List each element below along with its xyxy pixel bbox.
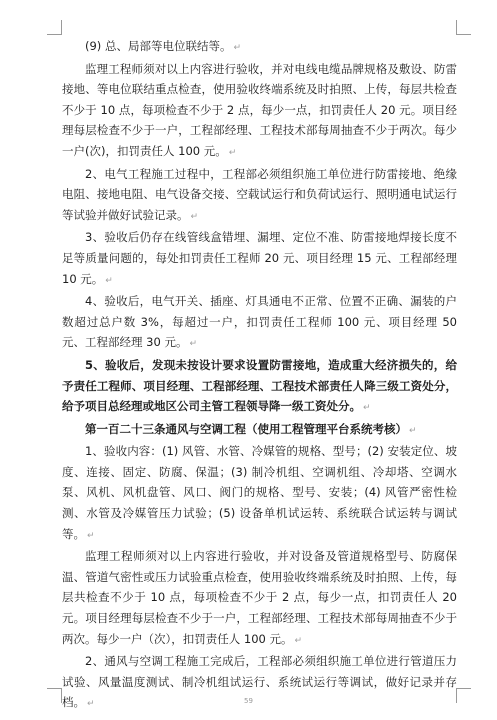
paragraph-mark-icon: ↵ <box>87 530 95 541</box>
paragraph-text: 3、验收后仍存在线管线盒错埋、漏埋、定位不准、防雷接地焊接长度不足等质量问题的，每处扣罚责任工程师 20 元、项目经理 15 元、工程部经理 10 元。 <box>62 230 457 286</box>
section-heading-text: 第一百二十三条通风与空调工程（使用工程管理平台系统考核） <box>85 421 407 436</box>
section-heading <box>62 419 457 442</box>
paragraph-text: 监理工程师须对以上内容进行验收，并对设备及管道规格型号、防腐保温、管道气密性或压力试验重点检查，使用验收终端系统及时拍照、上传，每层共检查不少于 10 点，每项检查不少于 2 点，每少一点，扣罚责任人 20 元。项目经理每层检查不少于一户，工程部经理、工程技术部每周抽查不少于两次。每少一户（次），扣罚责任人 100 元。 <box>62 549 457 646</box>
paragraph-bold <box>62 355 457 419</box>
paragraph <box>62 291 457 355</box>
paragraph <box>62 546 457 651</box>
paragraph-mark-icon: ↵ <box>233 43 241 53</box>
paragraph-mark-icon: ↵ <box>189 339 197 350</box>
paragraph-text: 1、验收内容：(1) 风管、水管、冷媒管的规格、型号；(2) 安装定位、坡度、连接、固定、防腐、保温；(3) 制冷机组、空调机组、冷却塔、空调水泵、风机、风机盘管、风口、阀门的规格、型号、安装；(4) 风管严密性检测、水管及冷媒管压力试验；(5) 设备单机试运转、系统联合试运转与调试等。 <box>62 444 457 541</box>
paragraph <box>62 651 457 715</box>
crop-mark-top-left <box>47 20 62 35</box>
paragraph-text: (9) 总、局部等电位联结等。 <box>85 39 232 53</box>
document-body <box>62 36 457 715</box>
page-number: 59 <box>244 697 253 705</box>
paragraph-mark-icon: ↵ <box>363 403 371 414</box>
paragraph-mark-icon: ↵ <box>105 275 113 286</box>
paragraph-mark-icon: ↵ <box>228 147 237 158</box>
paragraph <box>62 164 457 228</box>
paragraph-text: 2、通风与空调工程施工完成后，工程部必须组织施工单位进行管道压力试验、风量温度测试、制冷机组试运行、系统试运行等调试，做好记录并存档。 <box>62 654 457 710</box>
paragraph <box>62 227 457 291</box>
paragraph-mark-icon: ↵ <box>294 635 303 646</box>
paragraph-mark-icon: ↵ <box>87 699 95 710</box>
paragraph-text: 2、电气工程施工过程中，工程部必须组织施工单位进行防雷接地、绝缘电阻、接地电阻、电气设备交接、空载试运行和负荷试运行、照明通电试运行等试验并做好试验记录。 <box>62 166 457 222</box>
paragraph-mark-icon: ↵ <box>190 211 199 222</box>
paragraph <box>62 36 457 59</box>
paragraph-text: 监理工程师须对以上内容进行验收，并对电线电缆品牌规格及敷设、防雷接地、等电位联结重点检查，使用验收终端系统及时拍照、上传，每层共检查不少于 10 点，每项检查不少于 2 点，每少一点，扣罚责任人 20 元。项目经理每层检查不少于一户，工程部经理、工程技术部每周抽查不少于两次。每少一户(次)，扣罚责任人 100 元。 <box>62 61 457 158</box>
paragraph <box>62 441 457 546</box>
crop-mark-top-right <box>456 20 471 35</box>
paragraph-text: 5、验收后，发现未按设计要求设置防雷接地，造成重大经济损失的，给予责任工程师、项目经理、工程部经理、工程技术部责任人降三级工资处分，给予项目总经理或地区公司主管工程领导降一级工资处分。 <box>62 357 457 414</box>
paragraph-mark-icon: ↵ <box>409 425 417 436</box>
paragraph <box>62 59 457 164</box>
paragraph-text: 4、验收后，电气开关、插座、灯具通电不正常、位置不正确、漏装的户数超过总户数 3%，每超过一户，扣罚责任工程师 100 元、项目经理 50 元、工程部经理 30 元。 <box>62 294 457 350</box>
